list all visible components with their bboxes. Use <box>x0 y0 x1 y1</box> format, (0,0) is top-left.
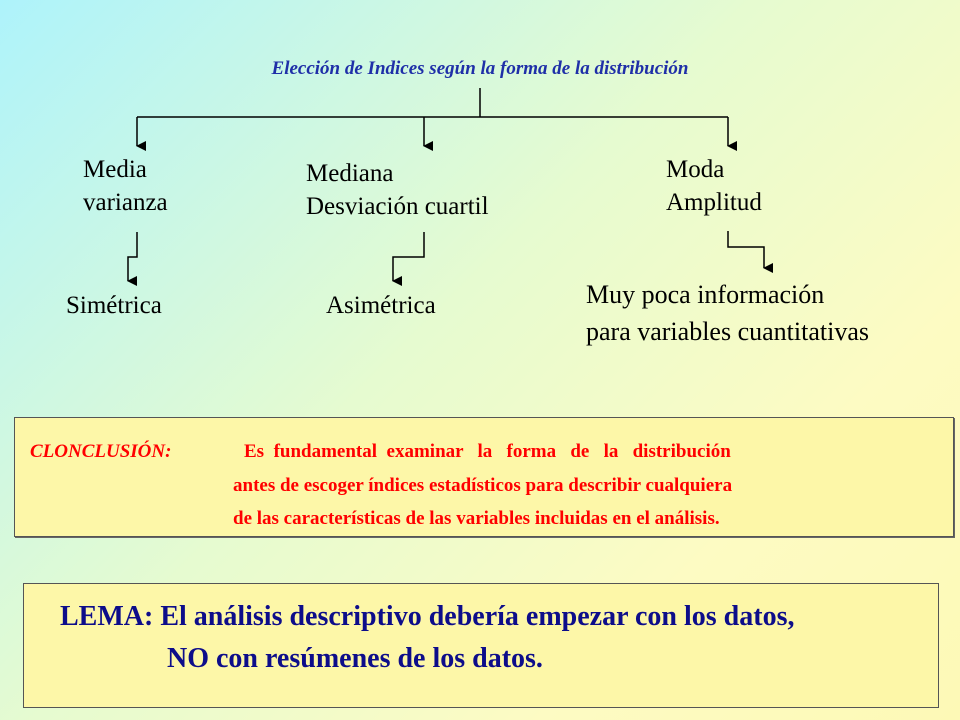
conclusion-line-2: antes de escoger índices estadísticos para describir cualquiera <box>233 475 733 496</box>
informacion-arrow <box>728 231 764 268</box>
node-moda <box>666 153 762 219</box>
node-muy-poca-informacion <box>586 276 869 350</box>
node-moda-line1: Moda <box>666 156 725 183</box>
diagram-title: Elección de Indices según la forma de la distribución <box>271 58 689 79</box>
node-simetrica: Simétrica <box>66 292 162 319</box>
node-mediana-line1: Mediana <box>306 160 394 187</box>
node-media-line1: Media <box>83 156 147 183</box>
node-mediana-line2: Desviación cuartil <box>306 193 489 220</box>
conclusion-label: CLONCLUSIÓN: <box>30 441 172 462</box>
asimetrica-arrow <box>393 232 424 281</box>
node-informacion-line2: para variables cuantitativas <box>586 317 869 346</box>
node-moda-line2: Amplitud <box>666 189 762 216</box>
node-informacion-line1: Muy poca información <box>586 280 825 309</box>
node-media <box>83 153 168 219</box>
lema-line-2: NO con resúmenes de los datos. <box>167 643 543 674</box>
node-mediana <box>306 157 489 223</box>
simetrica-arrow <box>128 232 137 281</box>
conclusion-line-3: de las características de las variables incluidas en el análisis. <box>233 508 720 529</box>
node-asimetrica: Asimétrica <box>326 292 436 319</box>
node-media-line2: varianza <box>83 189 168 216</box>
lema-line-1: LEMA: El análisis descriptivo debería empezar con los datos, <box>60 601 795 632</box>
conclusion-line-1: Es fundamental examinar la forma de la distribución <box>244 441 731 462</box>
